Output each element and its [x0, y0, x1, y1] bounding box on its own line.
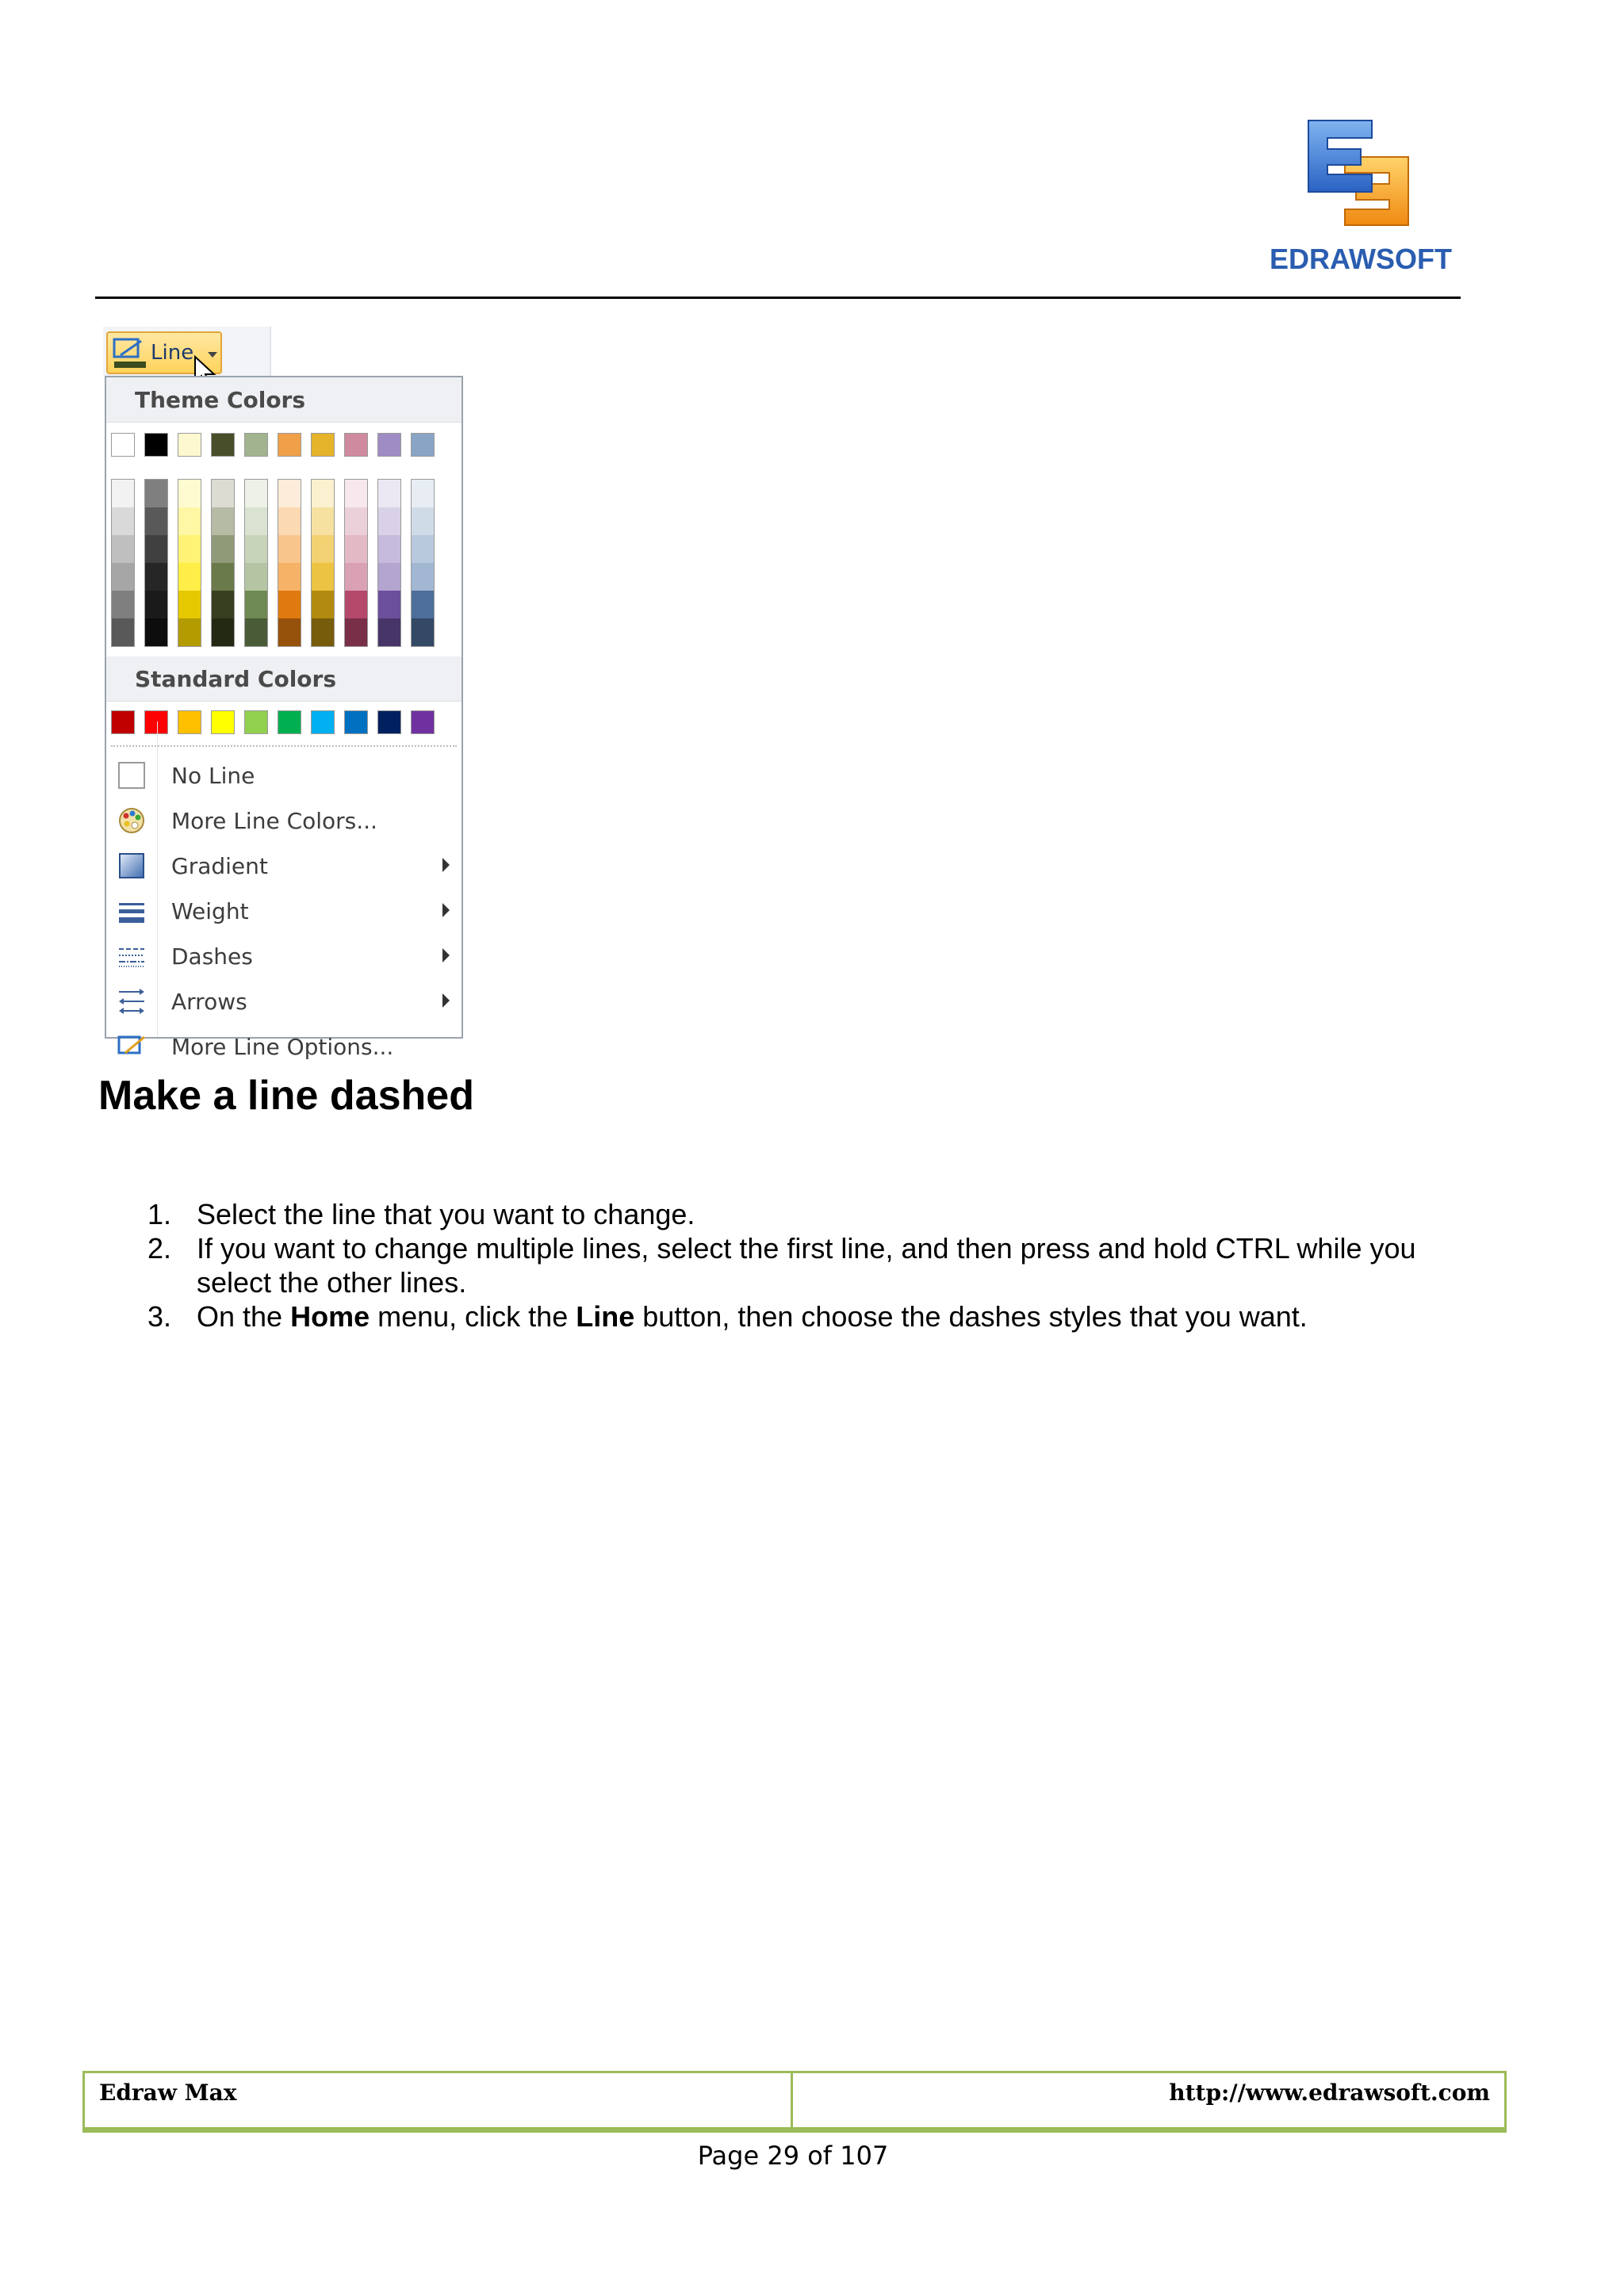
tint-swatch[interactable] [312, 563, 334, 591]
step-item [98, 1231, 1494, 1299]
tint-swatch[interactable] [245, 535, 267, 563]
tint-swatch[interactable] [178, 563, 201, 591]
standard-color-swatch[interactable] [144, 710, 168, 734]
step-item [98, 1299, 1494, 1334]
tint-swatch[interactable] [378, 563, 400, 591]
tint-swatch[interactable] [112, 535, 134, 563]
standard-color-swatch[interactable] [178, 710, 201, 734]
standard-color-swatch[interactable] [111, 710, 135, 734]
tint-swatch[interactable] [412, 507, 434, 535]
tint-swatch[interactable] [412, 480, 434, 507]
tint-swatch[interactable] [412, 591, 434, 618]
tint-swatch[interactable] [345, 563, 367, 591]
tint-swatch[interactable] [245, 507, 267, 535]
standard-color-swatch[interactable] [344, 710, 368, 734]
standard-color-swatch[interactable] [377, 710, 401, 734]
menu-item-label: Dashes [171, 943, 253, 970]
standard-colors-heading: Standard Colors [106, 656, 462, 702]
chevron-right-icon [442, 948, 450, 962]
theme-color-swatch[interactable] [211, 433, 235, 457]
tint-column [344, 479, 368, 647]
step-number: 2. [147, 1232, 172, 1265]
tint-column [144, 479, 168, 647]
step-number: 3. [147, 1300, 172, 1333]
tint-swatch[interactable] [378, 507, 400, 535]
step-emphasis: Home [290, 1300, 370, 1333]
step-text: Select the line that you want to change. [197, 1198, 695, 1230]
theme-color-swatch[interactable] [311, 433, 335, 457]
step-text: On the [197, 1300, 291, 1333]
step-text: menu, click the [370, 1300, 576, 1333]
chevron-right-icon [442, 993, 450, 1008]
tint-swatch[interactable] [112, 507, 134, 535]
tint-column [111, 479, 135, 647]
tint-swatch[interactable] [145, 535, 167, 563]
line-weight-icon [117, 897, 146, 925]
tint-swatch[interactable] [345, 507, 367, 535]
edrawsoft-logo-icon [1305, 117, 1416, 230]
tint-column [311, 479, 335, 647]
tint-swatch[interactable] [378, 480, 400, 507]
tint-swatch[interactable] [345, 591, 367, 618]
menu-item-label: More Line Options... [171, 1034, 394, 1060]
tint-swatch[interactable] [278, 563, 301, 591]
tint-swatch[interactable] [112, 480, 134, 507]
menu-item-more-line-options[interactable] [106, 1024, 462, 1069]
standard-color-swatch[interactable] [244, 710, 268, 734]
step-item [98, 1197, 1494, 1231]
tint-swatch[interactable] [112, 563, 134, 591]
tint-column [244, 479, 268, 647]
line-button-label: Line [151, 341, 194, 365]
tint-column [178, 479, 201, 647]
line-options-icon [117, 1032, 146, 1061]
theme-color-swatch[interactable] [278, 433, 301, 457]
tint-swatch[interactable] [212, 507, 234, 535]
tint-column [211, 479, 235, 647]
theme-colors-heading: Theme Colors [106, 377, 462, 423]
tint-swatch[interactable] [278, 535, 301, 563]
menu-item-gradient[interactable] [106, 844, 462, 888]
header-rule [95, 297, 1461, 299]
tint-swatch[interactable] [345, 535, 367, 563]
theme-color-swatch[interactable] [344, 433, 368, 457]
tint-column [377, 479, 401, 647]
tint-swatch[interactable] [278, 507, 301, 535]
menu-item-label: Weight [171, 898, 249, 924]
line-color-icon [113, 338, 147, 369]
palette-icon [117, 806, 146, 835]
standard-color-swatch[interactable] [311, 710, 335, 734]
chevron-right-icon [442, 903, 450, 917]
tint-swatch[interactable] [145, 507, 167, 535]
theme-color-swatch[interactable] [144, 433, 168, 457]
dashes-icon [117, 942, 146, 970]
tint-swatch[interactable] [245, 618, 267, 646]
tint-swatch[interactable] [145, 591, 167, 618]
section-title: Make a line dashed [98, 1073, 474, 1119]
tint-swatch[interactable] [412, 618, 434, 646]
tint-swatch[interactable] [312, 535, 334, 563]
footer-divider [791, 2073, 793, 2127]
tint-swatch[interactable] [312, 480, 334, 507]
tint-swatch[interactable] [112, 591, 134, 618]
arrows-icon [117, 987, 146, 1016]
theme-color-swatch[interactable] [411, 433, 435, 457]
step-text: button, then choose the dashes styles that you want. [634, 1300, 1308, 1333]
tint-swatch[interactable] [312, 618, 334, 646]
chevron-right-icon [442, 858, 450, 872]
theme-color-swatch[interactable] [244, 433, 268, 457]
tint-swatch[interactable] [278, 618, 301, 646]
steps-list [98, 1197, 1494, 1334]
tint-swatch[interactable] [145, 563, 167, 591]
tint-swatch[interactable] [312, 507, 334, 535]
footer-website: http://www.edrawsoft.com [1169, 2080, 1490, 2106]
menu-item-weight[interactable] [106, 889, 462, 933]
tint-swatch[interactable] [145, 480, 167, 507]
step-text: If you want to change multiple lines, select the first line, and then press and hold CTRL while you select the other lines. [197, 1232, 1416, 1299]
tint-swatch[interactable] [178, 535, 201, 563]
standard-color-swatch[interactable] [411, 710, 435, 734]
tint-swatch[interactable] [178, 591, 201, 618]
tint-swatch[interactable] [245, 480, 267, 507]
tint-swatch[interactable] [212, 591, 234, 618]
line-dropdown-menu [105, 376, 463, 1060]
menu-item-label: Gradient [171, 853, 268, 879]
tint-swatch[interactable] [378, 618, 400, 646]
tint-swatch[interactable] [412, 535, 434, 563]
standard-color-swatch[interactable] [278, 710, 301, 734]
tint-swatch[interactable] [178, 480, 201, 507]
tint-swatch[interactable] [278, 591, 301, 618]
theme-tints-grid [111, 479, 435, 647]
step-emphasis: Line [576, 1300, 635, 1333]
theme-color-swatch[interactable] [111, 433, 135, 457]
tint-swatch[interactable] [345, 480, 367, 507]
tint-swatch[interactable] [212, 563, 234, 591]
menu-item-label: Arrows [171, 989, 247, 1015]
logo-text: EDRAWSOFT [1270, 243, 1452, 275]
menu-item-label: More Line Colors... [171, 808, 377, 834]
menu-item-arrows[interactable] [106, 979, 462, 1024]
tint-swatch[interactable] [412, 563, 434, 591]
tint-swatch[interactable] [212, 535, 234, 563]
tint-swatch[interactable] [178, 507, 201, 535]
tint-swatch[interactable] [378, 535, 400, 563]
no-line-icon [117, 761, 146, 790]
tint-column [411, 479, 435, 647]
line-menu-screenshot [103, 327, 468, 1060]
menu-separator [111, 745, 457, 747]
edrawsoft-logo [1266, 117, 1456, 276]
tint-swatch[interactable] [245, 591, 267, 618]
gradient-icon [117, 851, 146, 880]
menu-item-dashes[interactable] [106, 934, 462, 978]
tint-swatch[interactable] [178, 618, 201, 646]
tint-swatch[interactable] [278, 480, 301, 507]
tint-swatch[interactable] [145, 618, 167, 646]
menu-item-label: No Line [171, 763, 255, 789]
tint-swatch[interactable] [378, 591, 400, 618]
standard-color-swatch[interactable] [211, 710, 235, 734]
page-number: Page 29 of 107 [697, 2141, 889, 2171]
theme-color-swatch[interactable] [178, 433, 201, 457]
footer-table [82, 2071, 1507, 2133]
step-number: 1. [147, 1198, 172, 1230]
tint-swatch[interactable] [245, 563, 267, 591]
tint-swatch[interactable] [212, 618, 234, 646]
tint-swatch[interactable] [112, 618, 134, 646]
tint-swatch[interactable] [345, 618, 367, 646]
menu-item-no-line[interactable] [106, 753, 462, 798]
footer-product-name: Edraw Max [99, 2080, 237, 2106]
theme-color-swatch[interactable] [377, 433, 401, 457]
tint-column [278, 479, 301, 647]
menu-item-more-line-colors[interactable] [106, 798, 462, 843]
tint-swatch[interactable] [212, 480, 234, 507]
standard-colors-row [111, 710, 435, 734]
tint-swatch[interactable] [312, 591, 334, 618]
theme-colors-row [111, 433, 435, 457]
